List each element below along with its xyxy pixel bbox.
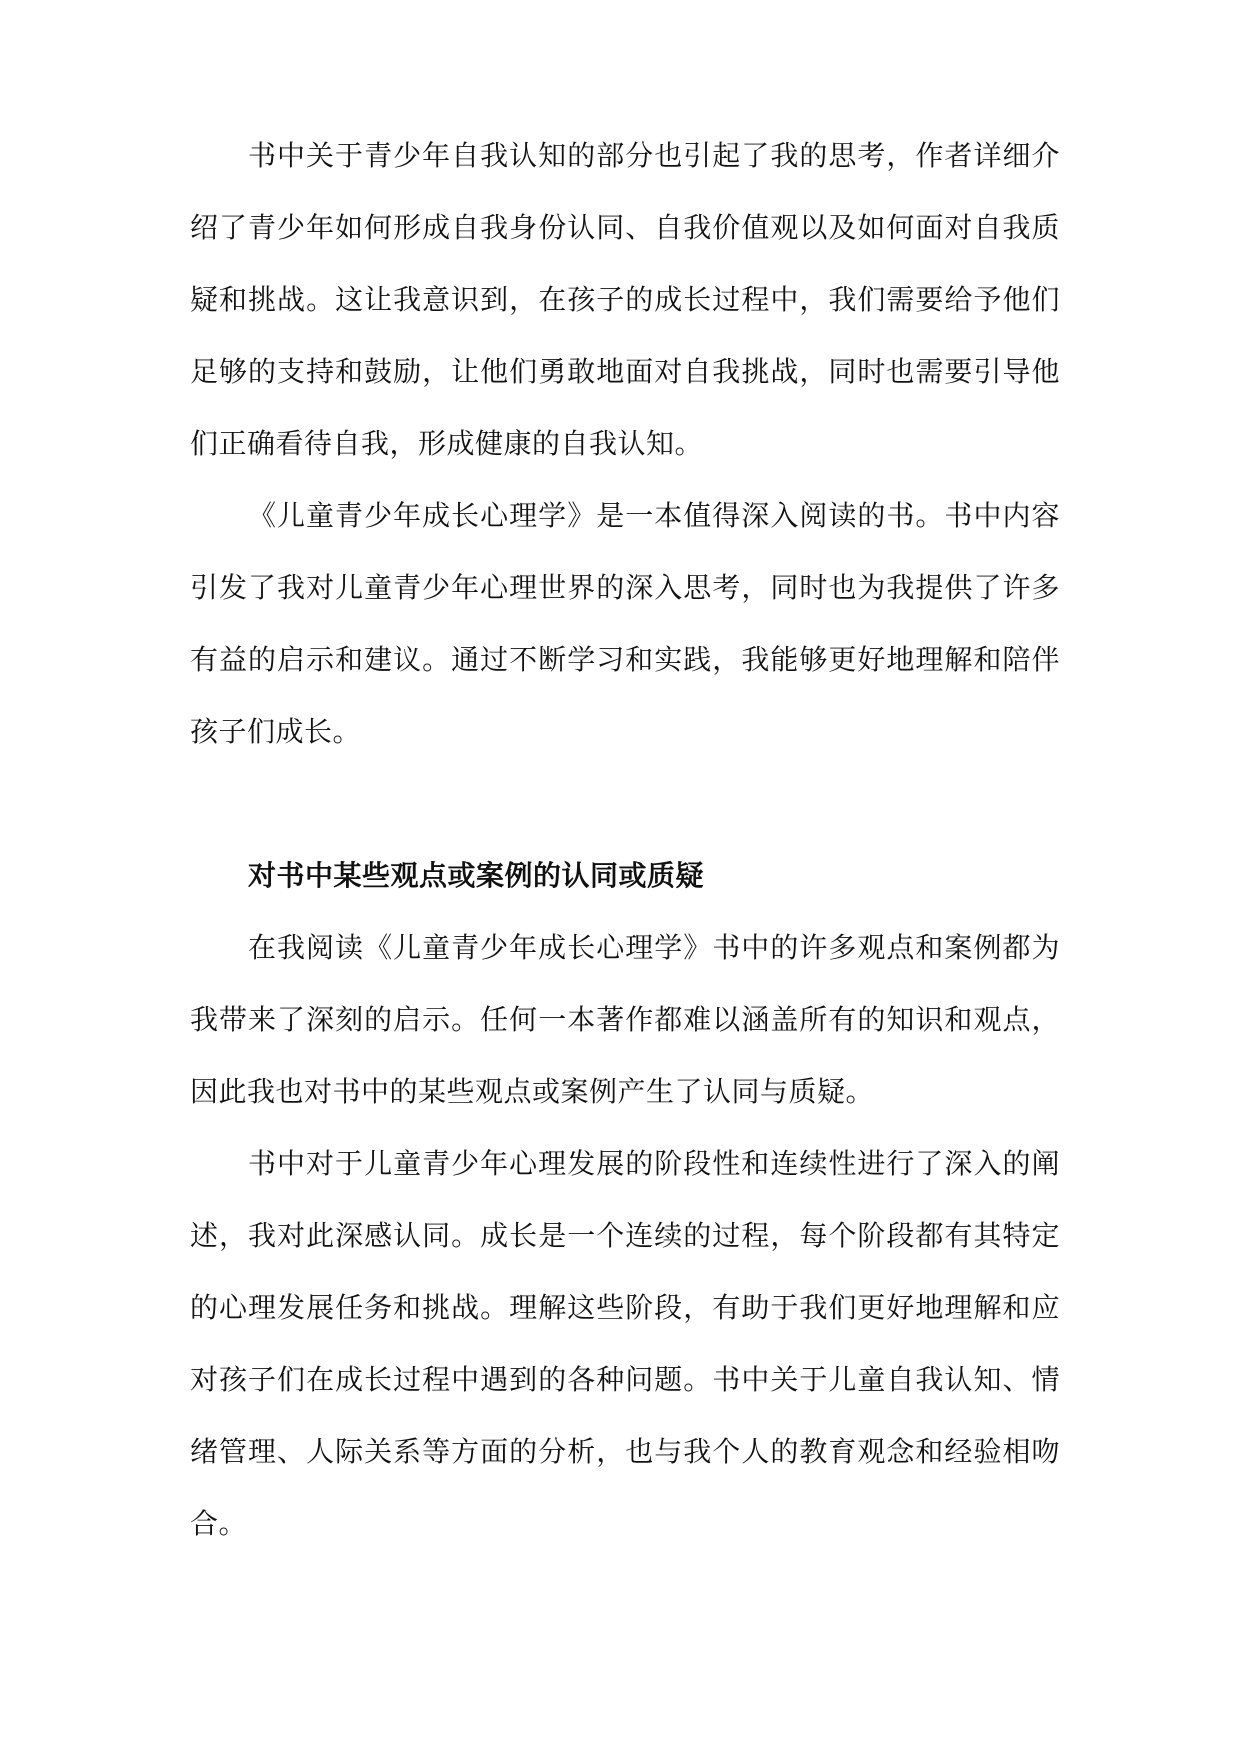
paragraph-agreement-intro: 在我阅读《儿童青少年成长心理学》书中的许多观点和案例都为我带来了深刻的启示。任何一本著作都难以涵盖所有的知识和观点，因此我也对书中的某些观点或案例产生了认同与质疑。 <box>190 931 1060 1108</box>
paragraph-book-summary: 《儿童青少年成长心理学》是一本值得深入阅读的书。书中内容引发了我对儿童青少年心理世界的深入思考，同时也为我提供了许多有益的启示和建议。通过不断学习和实践，我能够更好地理解和陪伴孩子们成长。 <box>190 499 1060 748</box>
paragraph-development-stages: 书中对于儿童青少年心理发展的阶段性和连续性进行了深入的阐述，我对此深感认同。成长是一个连续的过程，每个阶段都有其特定的心理发展任务和挑战。理解这些阶段，有助于我们更好地理解和应对孩子们在成长过程中遇到的各种问题。书中关于儿童自我认知、情绪管理、人际关系等方面的分析，也与我个人的教育观念和经验相吻合。 <box>190 1147 1060 1540</box>
section-heading: 对书中某些观点或案例的认同或质疑 <box>248 859 705 892</box>
paragraph-self-cognition: 书中关于青少年自我认知的部分也引起了我的思考，作者详细介绍了青少年如何形成自我身份认同、自我价值观以及如何面对自我质疑和挑战。这让我意识到，在孩子的成长过程中，我们需要给予他们足够的支持和鼓励，让他们勇敢地面对自我挑战，同时也需要引导他们正确看待自我，形成健康的自我认知。 <box>190 139 1060 460</box>
